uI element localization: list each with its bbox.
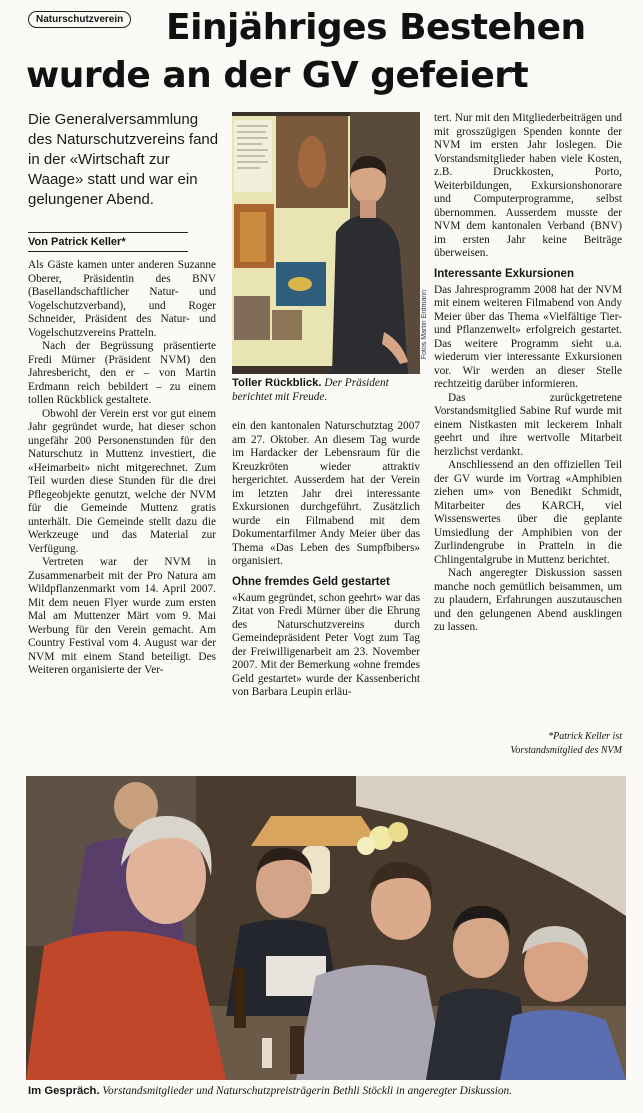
paragraph: Obwohl der Verein erst vor gut einem Jahr gegründet wurde, hat dieser schon ungefähr 200 Personenstunden für den Naturschutz in Muttenz investiert, die «Heimarbeit» nicht mitgerechnet. Zum Teil wurden diese Stunden für die drei Pflegeobjekte genutzt, welche der NVM für die Gemeinde Muttenz gratis unterhält. Die Gemeinde stellt dazu die Werkzeuge und das Material zur Verfügung. <box>28 407 216 555</box>
paragraph: Als Gäste kamen unter anderen Suzanne Oberer, Präsidentin des BNV (Basellandschaftlicher Natur- und Vogelschutzverband), und Roger Schneider, Präsident des Natur- und Vogelschutzvereins Pratteln. <box>28 259 216 339</box>
photo-credit: Fotos Martin Erdmann <box>421 290 428 360</box>
footnote-line: Vorstandsmitglied des NVM <box>510 745 622 756</box>
paragraph: Vertreten war der NVM in Zusammenarbeit mit der Pro Natura am Wildpflanzenmarkt vom 14. April 2007. Mit dem neuen Flyer wurde zum ersten Mal am Muttenzer Märt vom 9. Mai Werbung für den Verein gemacht. Am Country Festival vom 4. August war der NVM mit einem Stand beteiligt. Des Weiteren organisierte der Ver- <box>28 556 216 676</box>
article-column-1 <box>28 259 216 678</box>
byline: Von Patrick Keller* <box>28 232 188 252</box>
paragraph: «Kaum gegründet, schon geehrt» war das Zitat von Fredi Mürner über die Ehrung des Naturschutzvereins durch Gemeindepräsident Peter Vogt zum Tag der Freiwilligenarbeit am 23. November 2007. Mit der Bemerkung «ohne fremdes Geld gestartet» wurde der Kassenbericht von Barbara Leupin erläu- <box>232 591 420 698</box>
article-column-3 <box>434 112 622 635</box>
photo-caption-top <box>232 377 420 404</box>
footnote-line: *Patrick Keller ist <box>548 731 622 742</box>
caption-lead: Toller Rückblick. <box>232 377 322 389</box>
paragraph: Nach der Begrüssung präsentierte Fredi Mürner (Präsident NVM) den Jahresbericht, den er – von Martin Erdmann reich bebildert – zu einem tollen Rückblick gestaltete. <box>28 340 216 406</box>
paragraph: Das Jahresprogramm 2008 hat der NVM mit einem weiteren Filmabend von Andy Meier über das Thema «Vielfältige Tier- und Pflanzenwelt» erfolgreich gestartet. Das weitere Programm sieht u.a. wiederum vier interessante Exkursionen vor. Wir werden an dieser Stelle rechtzeitig darüber informieren. <box>434 283 622 390</box>
discussion-photo-illustration <box>26 776 626 1080</box>
paragraph: tert. Nur mit den Mitgliederbeiträgen und mit grosszügigen Spenden konnte der NVM im ersten Jahr loslegen. Die Vorstandsmitglieder haben viele Kosten, z.B. Druckkosten, Porto, Weiterbildungen, Exkursionshonorare und Computerprogramme, selbst übernommen. Ausserdem musste der NVM dem kantonalen Verband (BNV) im ersten Jahr keine Beiträge überweisen. <box>434 112 622 259</box>
paragraph: Anschliessend an den offiziellen Teil der GV wurde im Vortrag «Amphibien ziehen um» von Benedikt Schmidt, Mitarbeiter des KARCH, viel Wissenswertes über die geplante Umsiedlung der Amphibien von der Zurlindengrube in Pratteln in die Chlingentalgrube in Muttenz berichtet. <box>434 459 622 566</box>
section-kicker: Naturschutzverein <box>28 11 131 28</box>
headline-line-1: Einjähriges Bestehen <box>166 7 586 48</box>
presenter-photo-illustration <box>232 112 420 374</box>
article-column-2 <box>232 420 420 700</box>
lead-paragraph: Die Generalversammlung des Naturschutzvereins fand in der «Wirtschaft zur Waage» statt und war ein gelungener Abend. <box>28 111 219 208</box>
author-footnote <box>434 730 622 758</box>
photo-presenter <box>232 112 420 374</box>
paragraph: Das zurückgetretene Vorstandsmitglied Sabine Ruf wurde mit einem Nistkasten mit leckerem Inhalt geehrt und ihre wertvolle Mitarbeit herzlichst verdankt. <box>434 391 622 458</box>
subheading: Ohne fremdes Geld gestartet <box>232 575 390 588</box>
photo-caption-bottom <box>28 1084 628 1098</box>
paragraph: ein den kantonalen Naturschutztag 2007 am 27. Oktober. An diesem Tag wurde im Hardacker der Lebensraum für die Kreuzkröten wieder attraktiv hergerichtet. Ausserdem hat der Verein im letzten Jahr drei interessante Exkursionen durchgeführt. Zusätzlich wurde ein Filmabend mit dem Dokumentarfilmer Andy Meier über das Thema «Das Leben des Sumpfbibers» organisiert. <box>232 420 420 567</box>
subheading: Interessante Exkursionen <box>434 267 574 280</box>
headline-line-2: wurde an der GV gefeiert <box>26 55 529 96</box>
caption-text: Der Präsident berichtet mit Freude. <box>232 377 389 403</box>
caption-lead: Im Gespräch. <box>28 1085 100 1097</box>
photo-discussion <box>26 776 626 1080</box>
paragraph: Nach angeregter Diskussion sassen manche noch gemütlich beisammen, um zu plaudern, Erfahrungen auszutauschen und den gelungenen Abend ausklingen zu lassen. <box>434 567 622 633</box>
caption-text: Vorstandsmitglieder und Naturschutzpreisträgerin Bethli Stöckli in angeregter Diskussion. <box>102 1085 513 1097</box>
